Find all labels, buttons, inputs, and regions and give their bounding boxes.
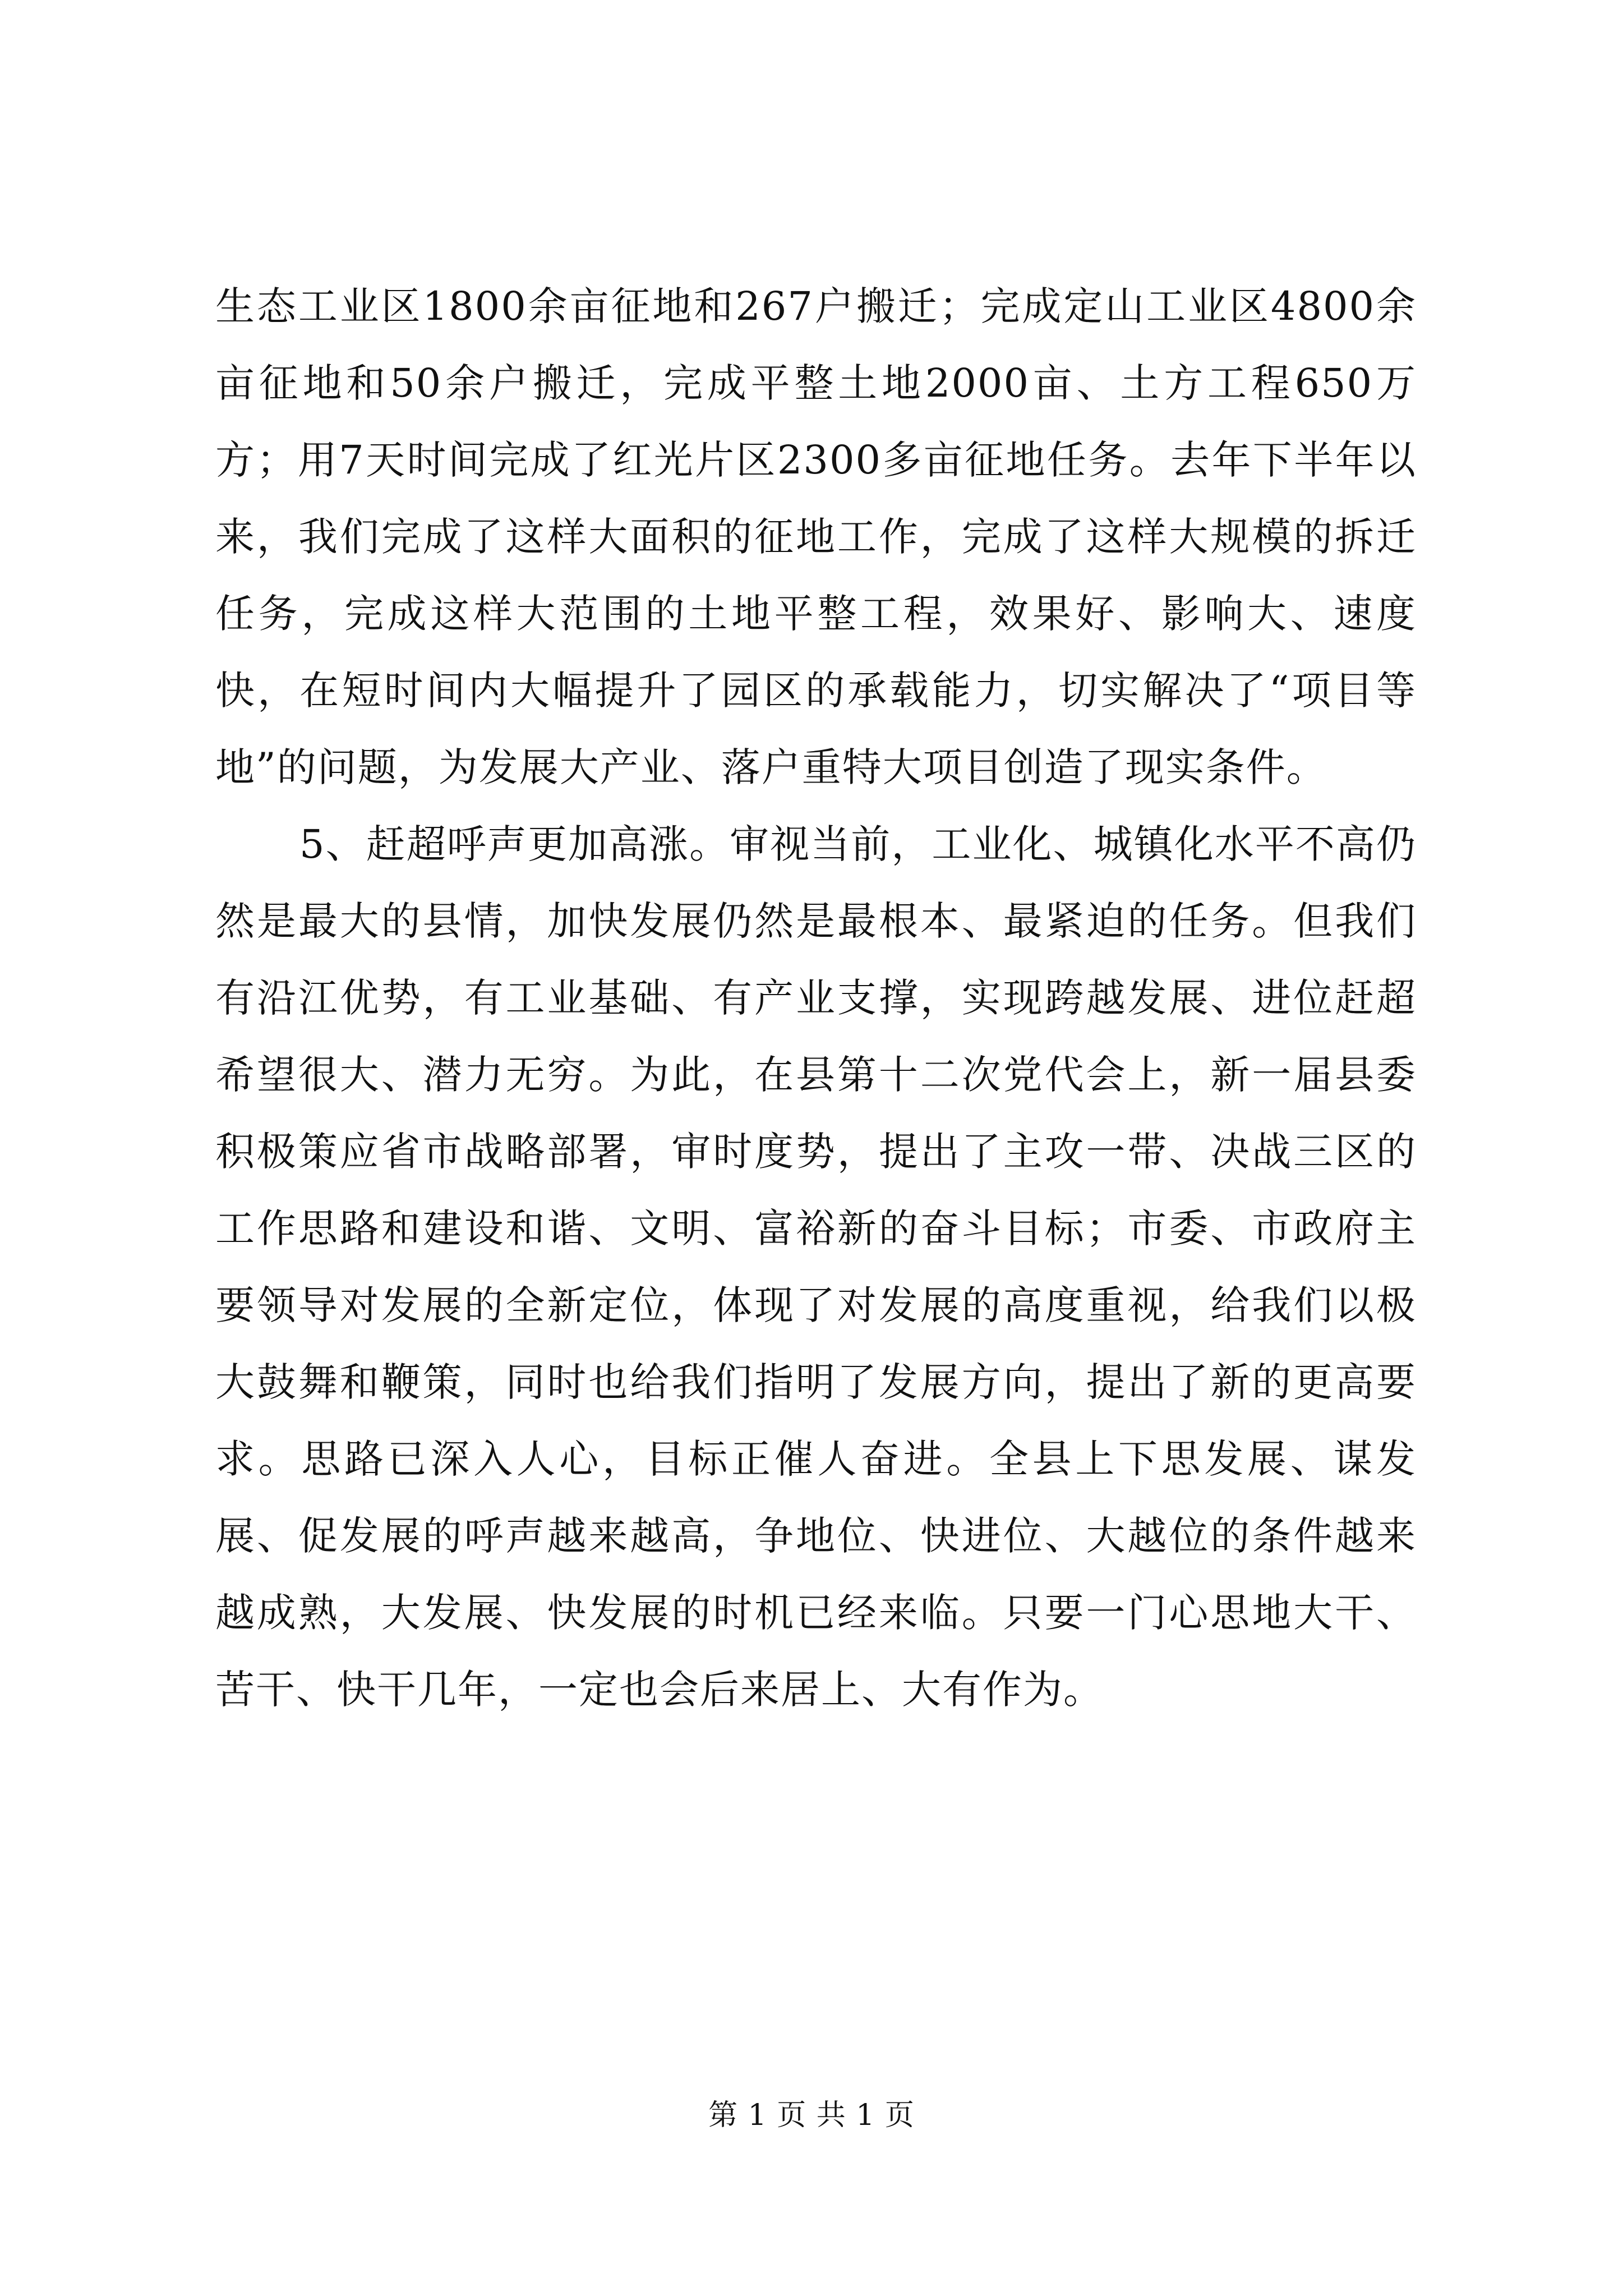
page-footer: 第 1 页 共 1 页	[708, 2099, 915, 2132]
document-body	[215, 268, 1417, 1728]
paragraph-continuation: 生态工业区1800余亩征地和267户搬迁；完成定山工业区4800余亩征地和50余户搬迁，完成平整土地2000亩、土方工程650万方；用7天时间完成了红光片区2300多亩征地任务。去年下半年以来，我们完成了这样大面积的征地工作，完成了这样大规模的拆迁任务，完成这样大范围的土地平整工程，效果好、影响大、速度快，在短时间内大幅提升了园区的承载能力，切实解决了“项目等地”的问题，为发展大产业、落户重特大项目创造了现实条件。	[215, 283, 1417, 790]
paragraph-section-5: 5、赶超呼声更加高涨。审视当前，工业化、城镇化水平不高仍然是最大的县情，加快发展仍然是最根本、最紧迫的任务。但我们有沿江优势，有工业基础、有产业支撑，实现跨越发展、进位赶超希望很大、潜力无穷。为此，在县第十二次党代会上，新一届县委积极策应省市战略部署，审时度势，提出了主攻一带、决战三区的工作思路和建设和谐、文明、富裕新的奋斗目标；市委、市政府主要领导对发展的全新定位，体现了对发展的高度重视，给我们以极大鼓舞和鞭策，同时也给我们指明了发展方向，提出了新的更高要求。思路已深入人心，目标正催人奋进。全县上下思发展、谋发展、促发展的呼声越来越高，争地位、快进位、大越位的条件越来越成熟，大发展、快发展的时机已经来临。只要一门心思地大干、苦干、快干几年，一定也会后来居上、大有作为。	[215, 821, 1417, 1713]
